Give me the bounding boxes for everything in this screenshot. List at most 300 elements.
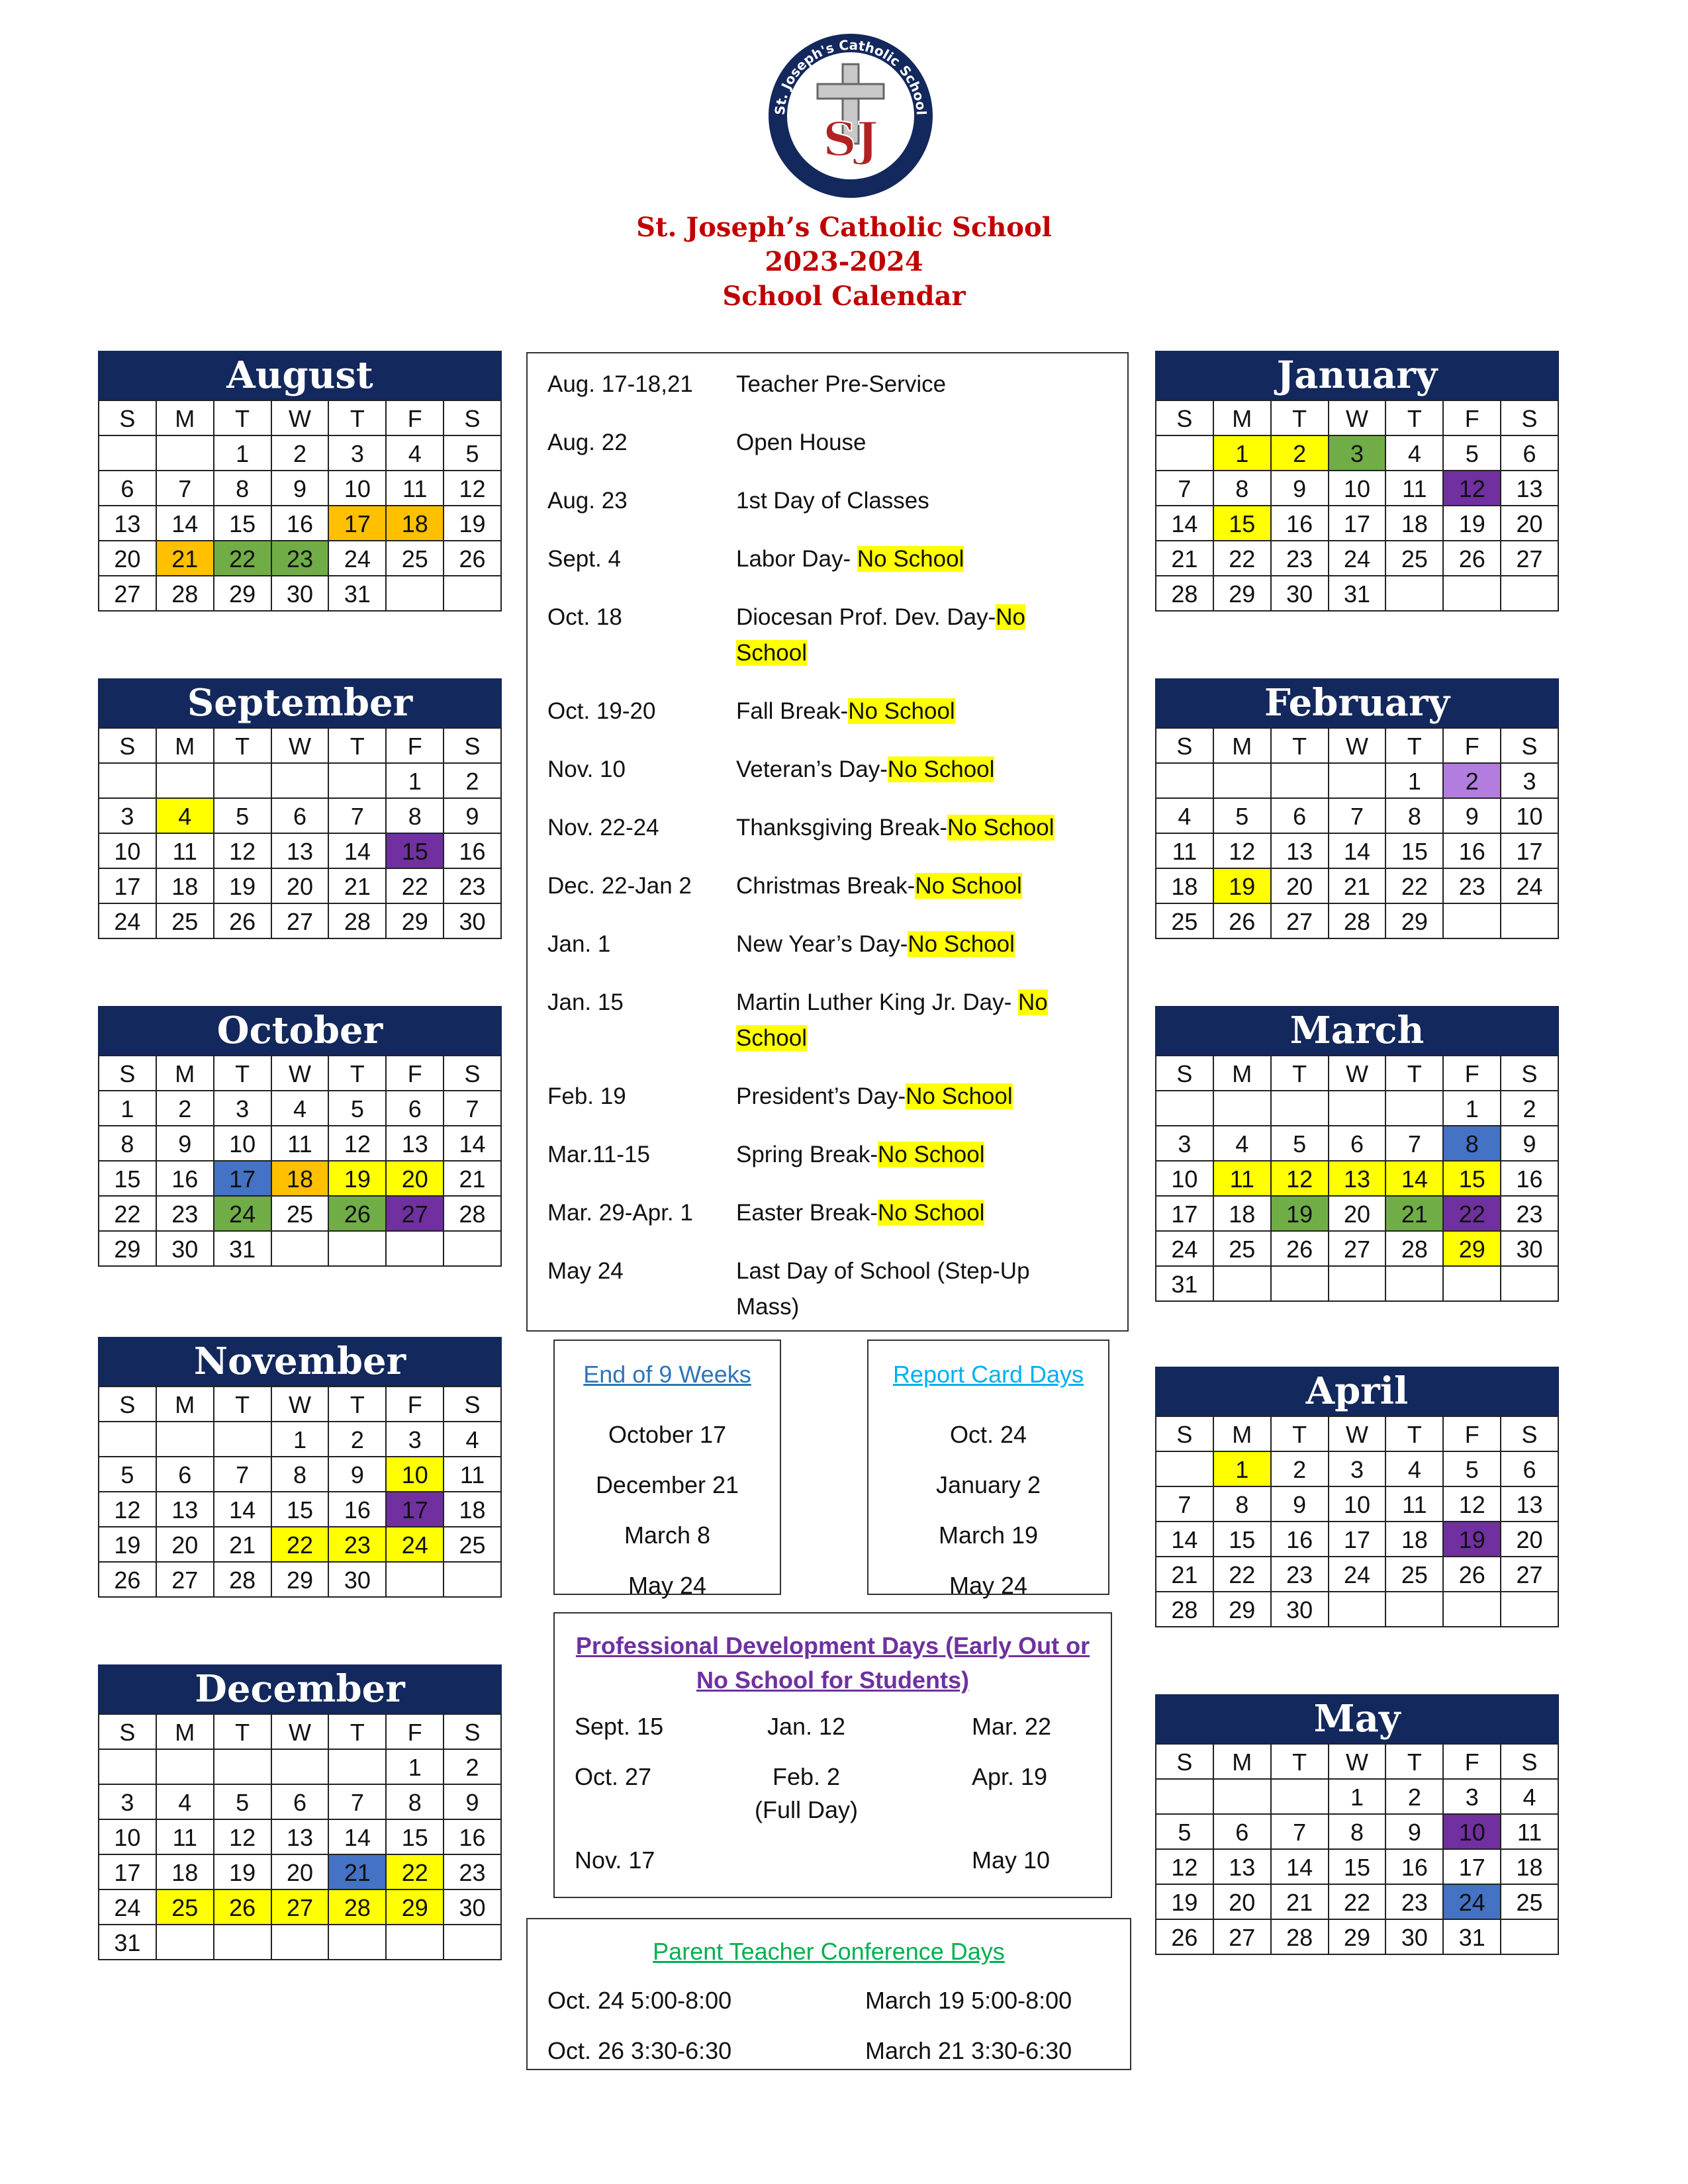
pd-date: Apr. 19 [972,1763,1048,1790]
day-cell: 15 [1214,1522,1272,1557]
weekday-header: T [329,729,387,764]
empty-cell [1444,1592,1501,1627]
day-cell: 11 [387,471,444,506]
weekday-header: S [99,401,157,436]
day-cell: 10 [214,1126,272,1161]
day-cell: 4 [157,799,214,834]
day-cell: 28 [444,1197,502,1232]
day-cell: 4 [272,1091,330,1126]
day-cell: 6 [1329,1126,1387,1161]
weekday-header: T [214,1715,272,1750]
day-cell: 28 [1156,576,1214,612]
empty-cell [272,764,330,799]
pd-date: Nov. 17 [575,1846,655,1874]
day-cell: 17 [1156,1197,1214,1232]
day-cell: 5 [1214,799,1272,834]
day-cell: 14 [157,506,214,541]
day-cell: 21 [329,1855,387,1890]
day-cell: 12 [1444,471,1501,506]
event-date: Feb. 19 [547,1083,626,1109]
day-cell: 22 [387,1855,444,1890]
day-cell: 27 [1272,904,1329,939]
empty-cell [1386,1091,1444,1126]
calendar-march [1155,1006,1559,1302]
day-cell: 10 [1329,1487,1387,1522]
month-title: August [98,351,502,400]
weekday-header: F [1444,1417,1501,1452]
ptc-date: March 21 3:30-6:30 [865,2037,1072,2064]
weekday-header: F [387,1056,444,1091]
day-cell: 10 [387,1457,444,1492]
event-description [736,1253,1067,1325]
day-cell: 7 [329,799,387,834]
list-item: May 24 [949,1572,1028,1599]
day-cell: 9 [1272,471,1329,506]
day-cell: 14 [444,1126,502,1161]
day-cell: 3 [99,799,157,834]
day-cell: 19 [214,1855,272,1890]
event-date: Aug. 17-18,21 [547,371,693,397]
day-cell: 2 [1501,1091,1559,1126]
event-description [736,1137,1067,1173]
event-description [736,1079,1067,1115]
day-cell: 9 [444,1785,502,1820]
day-cell: 17 [1329,506,1387,541]
day-cell: 5 [214,799,272,834]
day-cell: 2 [272,436,330,471]
day-cell: 13 [1214,1850,1272,1885]
weekday-header: S [99,1387,157,1422]
day-cell: 9 [444,799,502,834]
day-cell: 6 [272,1785,330,1820]
empty-cell [1329,764,1387,799]
empty-cell [1156,1780,1214,1815]
day-cell: 1 [1386,764,1444,799]
empty-cell [1444,1267,1501,1302]
empty-cell [1214,1267,1272,1302]
day-cell: 17 [387,1492,444,1527]
day-cell: 12 [214,834,272,869]
day-cell: 27 [272,904,330,939]
day-cell: 13 [272,834,330,869]
no-school-highlight: No School [857,546,964,572]
day-cell: 28 [1156,1592,1214,1627]
event-text: Diocesan Prof. Dev. Day- [736,604,996,630]
day-cell: 11 [444,1457,502,1492]
event-description [736,600,1067,671]
day-cell: 9 [157,1126,214,1161]
weekday-header: F [1444,1745,1501,1780]
day-cell: 2 [1272,1452,1329,1487]
empty-cell [1272,764,1329,799]
empty-cell [157,1750,214,1785]
weekday-header: M [157,729,214,764]
day-cell: 3 [99,1785,157,1820]
day-cell: 23 [329,1527,387,1563]
event-description [736,694,1067,729]
day-cell: 21 [329,869,387,904]
day-cell: 9 [329,1457,387,1492]
day-cell: 30 [157,1232,214,1267]
day-cell: 28 [1386,1232,1444,1267]
event-text: Martin Luther King Jr. Day- [736,989,1018,1015]
empty-cell [1444,904,1501,939]
day-cell: 15 [214,506,272,541]
no-school-highlight: No School [906,1083,1013,1109]
month-title: January [1155,351,1559,400]
day-cell: 18 [1214,1197,1272,1232]
weekday-header: T [214,729,272,764]
day-cell: 17 [99,1855,157,1890]
month-grid [98,1386,502,1598]
event-text: Open House [736,430,867,455]
event-text: Thanksgiving Break- [736,815,948,841]
day-cell: 11 [157,1820,214,1855]
end-of-9-weeks-list [555,1410,780,1611]
empty-cell [157,1422,214,1457]
empty-cell [99,764,157,799]
day-cell: 31 [1329,576,1387,612]
weekday-header: T [329,1715,387,1750]
day-cell: 11 [157,834,214,869]
day-cell: 8 [272,1457,330,1492]
day-cell: 12 [444,471,502,506]
event-text: 1st Day of Classes [736,488,929,514]
day-cell: 10 [1444,1815,1501,1850]
day-cell: 8 [1444,1126,1501,1161]
event-text: Teacher Pre-Service [736,371,947,397]
day-cell: 24 [99,904,157,939]
pd-date: Feb. 2 [772,1763,841,1790]
weekday-header: S [99,1056,157,1091]
day-cell: 16 [272,506,330,541]
weekday-header: T [214,401,272,436]
empty-cell [1214,1780,1272,1815]
day-cell: 29 [1386,904,1444,939]
no-school-highlight: No School [877,1142,985,1167]
logo-ring-top: St. Joseph's Catholic School [771,36,930,116]
day-cell: 29 [1444,1232,1501,1267]
day-cell: 22 [272,1527,330,1563]
event-text: Fall Break- [736,698,849,724]
weekday-header: M [1214,729,1272,764]
day-cell: 5 [1444,436,1501,471]
event-text: Labor Day- [736,546,857,572]
pd-days-title-line1: Professional Development Days (Early Out or [575,1632,1090,1659]
day-cell: 8 [1386,799,1444,834]
day-cell: 5 [444,436,502,471]
weekday-header: S [99,1715,157,1750]
no-school-highlight: No School [947,815,1055,841]
day-cell: 9 [1444,799,1501,834]
weekday-header: S [444,401,502,436]
day-cell: 23 [1386,1885,1444,1920]
day-cell: 4 [387,436,444,471]
pd-date: Oct. 27 [575,1763,652,1790]
day-cell: 20 [157,1527,214,1563]
empty-cell [444,1925,502,1960]
day-cell: 18 [1386,1522,1444,1557]
day-cell: 29 [387,904,444,939]
day-cell: 6 [387,1091,444,1126]
weekday-header: F [1444,1056,1501,1091]
day-cell: 21 [1156,541,1214,576]
day-cell: 14 [1156,506,1214,541]
list-item: October 17 [608,1421,727,1448]
day-cell: 24 [1501,869,1559,904]
empty-cell [1156,1091,1214,1126]
day-cell: 10 [1501,799,1559,834]
day-cell: 9 [1386,1815,1444,1850]
day-cell: 31 [214,1232,272,1267]
weekday-header: S [1501,1417,1559,1452]
weekday-header: M [1214,1417,1272,1452]
empty-cell [329,1232,387,1267]
day-cell: 9 [1501,1126,1559,1161]
day-cell: 16 [1501,1161,1559,1197]
day-cell: 23 [1501,1197,1559,1232]
day-cell: 14 [1329,834,1387,869]
day-cell: 16 [444,1820,502,1855]
day-cell: 24 [1329,541,1387,576]
day-cell: 8 [1214,471,1272,506]
day-cell: 29 [1329,1920,1387,1955]
empty-cell [1501,904,1559,939]
day-cell: 7 [1156,1487,1214,1522]
day-cell: 6 [272,799,330,834]
day-cell: 10 [1329,471,1387,506]
day-cell: 26 [1272,1232,1329,1267]
event-description [736,985,1067,1056]
day-cell: 8 [1329,1815,1387,1850]
day-cell: 23 [1272,1557,1329,1592]
day-cell: 27 [1501,541,1559,576]
weekday-header: W [1329,729,1387,764]
day-cell: 30 [1272,576,1329,612]
weekday-header: W [1329,1056,1387,1091]
empty-cell [157,764,214,799]
day-cell: 10 [99,1820,157,1855]
day-cell: 25 [387,541,444,576]
pd-note: (Full Day) [754,1796,858,1823]
month-title: February [1155,678,1559,727]
day-cell: 15 [1214,506,1272,541]
day-cell: 27 [387,1197,444,1232]
month-title: April [1155,1367,1559,1416]
day-cell: 25 [1386,1557,1444,1592]
day-cell: 6 [1501,1452,1559,1487]
day-cell: 2 [444,1750,502,1785]
day-cell: 18 [444,1492,502,1527]
day-cell: 1 [99,1091,157,1126]
day-cell: 1 [272,1422,330,1457]
day-cell: 30 [1272,1592,1329,1627]
school-name: St. Joseph’s Catholic School [636,212,1052,243]
day-cell: 21 [214,1527,272,1563]
day-cell: 1 [1329,1780,1387,1815]
day-cell: 25 [157,904,214,939]
day-cell: 5 [214,1785,272,1820]
month-grid [98,727,502,939]
day-cell: 4 [444,1422,502,1457]
weekday-header: S [99,729,157,764]
day-cell: 29 [1214,1592,1272,1627]
weekday-header: S [444,1056,502,1091]
day-cell: 13 [272,1820,330,1855]
day-cell: 24 [99,1890,157,1925]
event-text: Easter Break- [736,1200,878,1226]
day-cell: 7 [214,1457,272,1492]
empty-cell [1386,1267,1444,1302]
event-date: Oct. 18 [547,604,622,630]
empty-cell [99,1422,157,1457]
weekday-header: T [1272,1417,1329,1452]
empty-cell [1329,1091,1387,1126]
no-school-highlight: No School [736,989,1048,1051]
day-cell: 19 [1444,1522,1501,1557]
day-cell: 30 [444,904,502,939]
month-grid [1155,1416,1559,1627]
day-cell: 28 [157,576,214,612]
day-cell: 24 [214,1197,272,1232]
day-cell: 16 [1444,834,1501,869]
end-of-9-weeks-box [553,1340,781,1599]
event-description [736,541,1067,577]
month-grid [98,1055,502,1267]
no-school-highlight: No School [877,1200,985,1226]
weekday-header: T [214,1387,272,1422]
day-cell: 7 [1329,799,1387,834]
empty-cell [329,764,387,799]
day-cell: 21 [157,541,214,576]
day-cell: 20 [1501,1522,1559,1557]
day-cell: 15 [1444,1161,1501,1197]
no-school-highlight: No School [848,698,955,724]
day-cell: 23 [272,541,330,576]
weekday-header: T [214,1056,272,1091]
day-cell: 23 [444,1855,502,1890]
pd-days-title-line2: No School for Students) [696,1666,969,1694]
day-cell: 22 [214,541,272,576]
day-cell: 12 [1272,1161,1329,1197]
day-cell: 2 [444,764,502,799]
month-grid [1155,400,1559,612]
logo-monogram: SJ [823,112,878,167]
event-description [736,868,1067,904]
calendar-january [1155,351,1559,612]
pd-date: Sept. 15 [575,1713,664,1740]
day-cell: 19 [99,1527,157,1563]
day-cell: 4 [1386,1452,1444,1487]
day-cell: 18 [1156,869,1214,904]
empty-cell [1329,1267,1387,1302]
no-school-highlight: No School [915,873,1022,899]
list-item: March 19 [938,1522,1039,1549]
empty-cell [444,1563,502,1598]
day-cell: 1 [214,436,272,471]
event-text: Veteran’s Day- [736,756,888,782]
event-description [736,483,1067,519]
day-cell: 13 [1501,1487,1559,1522]
weekday-header: S [444,729,502,764]
day-cell: 22 [99,1197,157,1232]
empty-cell [1329,1592,1387,1627]
event-date: Nov. 10 [547,756,626,782]
no-school-highlight: No School [736,604,1026,666]
day-cell: 17 [329,506,387,541]
weekday-header: M [157,401,214,436]
event-description [736,1195,1067,1231]
day-cell: 26 [1444,541,1501,576]
day-cell: 25 [1386,541,1444,576]
day-cell: 23 [1444,869,1501,904]
day-cell: 7 [1272,1815,1329,1850]
day-cell: 29 [1214,576,1272,612]
day-cell: 27 [157,1563,214,1598]
day-cell: 18 [387,506,444,541]
day-cell: 30 [329,1563,387,1598]
day-cell: 3 [214,1091,272,1126]
day-cell: 27 [99,576,157,612]
no-school-highlight: No School [908,931,1015,957]
day-cell: 7 [329,1785,387,1820]
list-item: May 24 [628,1572,707,1599]
day-cell: 1 [387,1750,444,1785]
day-cell: 21 [1272,1885,1329,1920]
pd-date: May 10 [972,1846,1051,1874]
empty-cell [272,1925,330,1960]
day-cell: 2 [157,1091,214,1126]
day-cell: 24 [1329,1557,1387,1592]
day-cell: 26 [1214,904,1272,939]
day-cell: 17 [214,1161,272,1197]
day-cell: 1 [1214,1452,1272,1487]
logo-ring-bottom: THE GIFT THAT LASTS A LIFETIME [794,140,907,180]
day-cell: 13 [1329,1161,1387,1197]
event-text: Christmas Break- [736,873,915,899]
ptc-box [526,1918,1131,2070]
calendar-title: School Calendar [722,281,966,312]
day-cell: 20 [99,541,157,576]
list-item: March 8 [624,1522,711,1549]
day-cell: 23 [1272,541,1329,576]
month-grid [98,400,502,612]
empty-cell [329,1925,387,1960]
day-cell: 31 [329,576,387,612]
day-cell: 26 [99,1563,157,1598]
calendar-august [98,351,502,612]
day-cell: 26 [214,904,272,939]
day-cell: 3 [1329,436,1387,471]
day-cell: 2 [1272,436,1329,471]
day-cell: 13 [1272,834,1329,869]
empty-cell [1156,764,1214,799]
day-cell: 29 [272,1563,330,1598]
day-cell: 21 [1386,1197,1444,1232]
calendar-april [1155,1367,1559,1627]
weekday-header: F [387,1715,444,1750]
day-cell: 13 [1501,471,1559,506]
event-text: New Year’s Day- [736,931,908,957]
ptc-title: Parent Teacher Conference Days [653,1938,1005,1965]
event-description [736,367,1067,402]
event-date: Mar.11-15 [547,1142,650,1167]
day-cell: 22 [1214,1557,1272,1592]
weekday-header: T [1386,401,1444,436]
day-cell: 5 [1156,1815,1214,1850]
weekday-header: T [329,1056,387,1091]
weekday-header: S [1156,401,1214,436]
